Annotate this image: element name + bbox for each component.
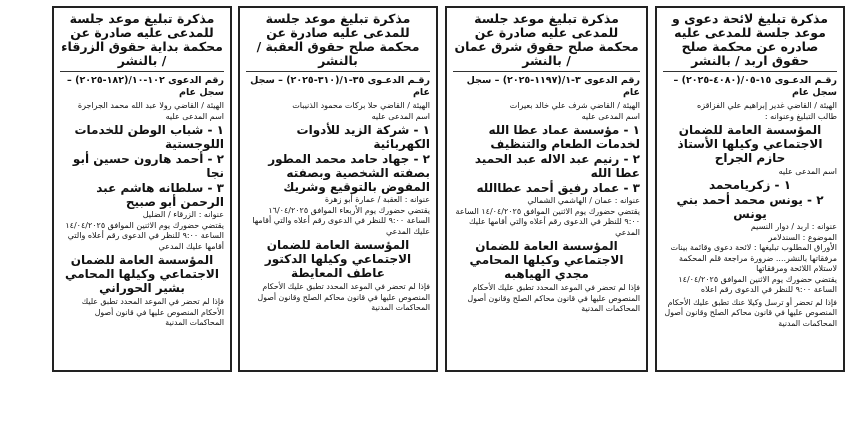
- plaintiff-label: طالب التبليغ وعنوانه :: [764, 112, 837, 121]
- defendant-label: اسم المدعى عليه: [371, 112, 430, 121]
- divider: [60, 71, 224, 72]
- notice-title: مذكرة تبليغ لائحة دعوى و موعد جلسة للمدعى عليه صادره عن محكمة صلح حقوق اربد / بالنشر: [672, 11, 828, 68]
- defendant-2: ٢ - رنيم عبد الاله عبد الحميد عطا الله: [474, 152, 640, 180]
- defendant-2: ٢ - جهاد حامد محمد المطور بصفته الشخصية وبصفته المفوض بالتوقيع وشريك: [268, 152, 430, 194]
- judge-line: الهيئة / القاضي غدير إبراهيم علي الفزاقزه: [697, 101, 837, 110]
- defendant-label: اسم المدعى عليه: [778, 167, 837, 176]
- plaintiff-name: المؤسسة العامة للضمان الاجتماعي وكيلها المحامي مجدي الهياهبه: [469, 239, 624, 281]
- notice-title: مذكرة تبليغ موعد جلسة للمدعى عليه صادرة عن محكمة بداية حقوق الزرقاء / بالنشر: [61, 11, 223, 68]
- defendant-3: ٣ - سلطانه هاشم عبد الرحمن أبو صبيح: [96, 181, 224, 209]
- divider: [246, 71, 430, 72]
- address-line: عنوانه : عمان / الهاشمي الشمالي: [527, 196, 640, 205]
- notice-title: مذكرة تبليغ موعد جلسة للمدعى عليه صادرة عن محكمة صلح حقوق العقبة / بالنشر: [256, 11, 420, 68]
- documents-line: الأوراق المطلوب تبليغها : لائحة دعوى وقائمة بينات مرفقاتها بالنشر.... ضرورة مراجعة قلم المحكمة لاستلام اللائحة ومرفقاتها: [670, 243, 837, 273]
- defendant-2: ٢ - يونس محمد أحمد بني يونس: [676, 193, 824, 221]
- divider: [453, 71, 640, 72]
- notice-aqaba: [238, 6, 438, 372]
- judge-line: الهيئة / القاضي حلا بركات محمود الذنيبات: [292, 101, 430, 110]
- footer-text: فإذا لم تحضر في الموعد المحدد تطبق عليك الأحكام المنصوص عليها في قانون محاكم الصلح وقانون أصول المحاكمات المدنية: [467, 283, 640, 313]
- subject-line: الموضوع : السندلامر: [768, 232, 837, 242]
- judge-line: الهيئة / القاضي شرف علي خالد بعيرات: [509, 101, 640, 110]
- address-line: عنوانه : العقبة / عمارة أبو زهرة: [324, 195, 430, 204]
- defendant-1: ١ - مؤسسة عماد عطا الله لخدمات الطعام والتنظيف: [488, 123, 640, 151]
- address-line: عنوانه : اربد / دوار النسيم: [750, 222, 837, 231]
- notice-east-amman: [445, 6, 648, 372]
- case-number: رقم الدعوى ٣-١/(١١٩٧-٢٠٢٥) – سجل عام: [466, 75, 640, 98]
- plaintiff-name: المؤسسة العامة للضمان الاجتماعي وكيلها المحامي بشير الحوراني: [65, 253, 219, 295]
- hearing-line: يقتضي حضورك يوم الاثنين الموافق ١٤/٠٤/٢٠٢٥ الساعة ٩:٠٠ للنظر في الدعوى رقم أعلاه والتي أقامها عليك المدعي: [455, 206, 640, 237]
- footer-text: فإذا لم تحضر في الموعد المحدد تطبق عليك الأحكام المنصوص عليها في قانون أصول المحاكمات المدنية: [81, 297, 224, 327]
- defendant-2: ٢ - أحمد هارون حسين أبو نجا: [72, 152, 224, 180]
- address-line: عنوانه : الزرقاء / الضليل: [142, 210, 224, 219]
- notice-title: مذكرة تبليغ موعد جلسة للمدعى عليه صادرة عن محكمة صلح حقوق شرق عمان / بالنشر: [454, 11, 639, 68]
- defendant-3: ٣ - عماد رفيق أحمد عطاالله: [476, 181, 640, 195]
- hearing-line: يقتضي حضورك يوم الاثنين الموافق ١٤/٠٤/٢٠٢٥ الساعة ٩:٠٠ للنظر في الدعوى رقم اعلاه: [678, 274, 837, 294]
- plaintiff-name: المؤسسة العامة للضمان الاجتماعي وكيلها الأستاذ حازم الجراح: [677, 123, 823, 165]
- defendant-label: اسم المدعى عليه: [581, 112, 640, 121]
- footer-text: فإذا لم تحضر في الموعد المحدد تطبق عليك الأحكام المنصوص عليها في قانون محاكم الصلح وقانون أصول المحاكمات المدنية: [257, 282, 430, 312]
- case-number: رقم الدعوى ١٠٢-١٠/(١٨٢-٢٠٢٥) – سجل عام: [67, 75, 224, 98]
- notice-irbid: [655, 6, 845, 372]
- defendant-1: ١ - شباب الوطن للخدمات اللوجستية: [74, 123, 224, 151]
- defendant-1: ١ - زكريامحمد: [708, 178, 792, 192]
- judge-line: الهيئة / القاضي رولا عبد الله محمد الجراجرة: [77, 101, 224, 110]
- defendant-label: اسم المدعى عليه: [165, 112, 224, 121]
- footer-text: فإذا لم تحضر أو ترسل وكيلا عنك تطبق عليك الأحكام المنصوص عليها في قانون محاكم الصلح وقانون أصول المحاكمات المدنية: [664, 297, 837, 328]
- case-number: رقـم الدعـوى ٣٥-١/(٣١٠-٢٠٢٥) – سجل عام: [250, 75, 430, 98]
- hearing-line: يقتضي حضورك يوم الأربعاء الموافق ١٦/٠٤/٢٠٢٥ الساعة ٩:٠٠ للنظر في الدعوى رقم أعلاه والتي أقامها عليك المدعي: [252, 205, 430, 236]
- plaintiff-name: المؤسسة العامة للضمان الاجتماعي وكيلها الدكتور عاطف المعايطة: [264, 238, 412, 280]
- case-number: رقـم الدعـوى ١٥-٠٥/(٤٠٨٠-٢٠٢٥) – سجل عام: [673, 75, 837, 98]
- hearing-line: يقتضي حضورك يوم الاثنين الموافق ١٤/٠٤/٢٠٢٥ الساعة ٩:٠٠ للنظر في الدعوى رقم أعلاه والتي أقامها عليك المدعي: [65, 220, 224, 251]
- divider: [663, 71, 837, 72]
- notice-zarqa: [52, 6, 232, 372]
- defendant-1: ١ - شركة الزيد للأدوات الكهربائية: [296, 123, 430, 151]
